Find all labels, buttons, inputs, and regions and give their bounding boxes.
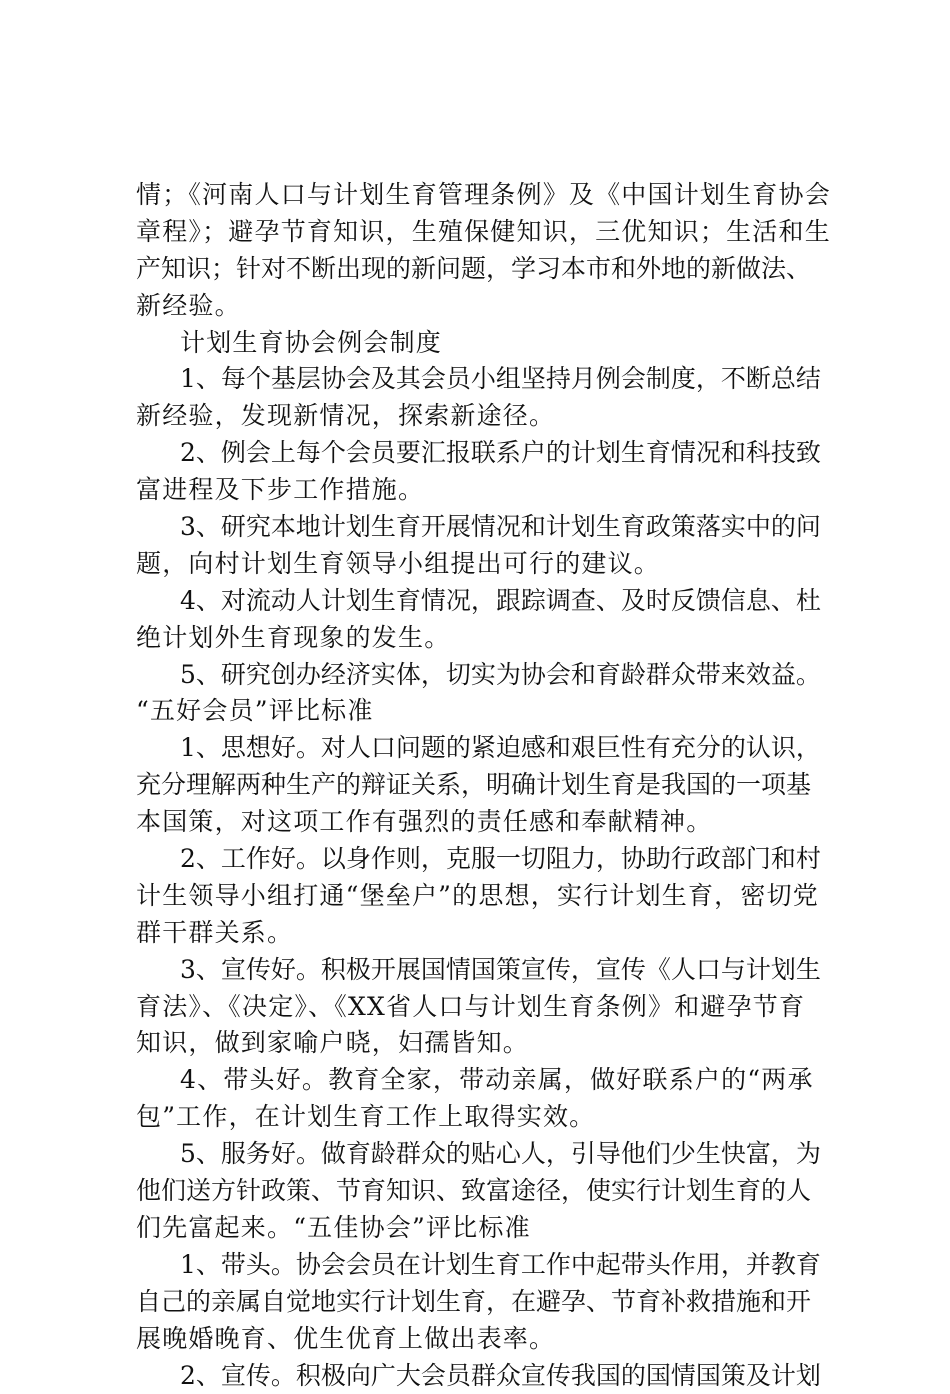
text-line: 章程》；避孕节育知识，生殖保健知识，三优知识；生活和生 (136, 214, 836, 251)
text-line: 展晚婚晚育、优生优育上做出表率。 (136, 1321, 836, 1358)
text-line: 2、工作好。以身作则，克服一切阻力，协助行政部门和村 (136, 841, 836, 878)
text-line: 2、宣传。积极向广大会员群众宣传我国的国情国策及计划 (136, 1358, 836, 1394)
text-line: 育法》、《决定》、《XX省人口与计划生育条例》和避孕节育 (136, 989, 836, 1026)
text-line: 5、服务好。做育龄群众的贴心人，引导他们少生快富，为 (136, 1136, 836, 1173)
text-line: 绝计划外生育现象的发生。 (136, 620, 836, 657)
text-line: 富进程及下步工作措施。 (136, 472, 836, 509)
text-line: 充分理解两种生产的辩证关系，明确计划生育是我国的一项基 (136, 767, 836, 804)
text-line: 题，向村计划生育领导小组提出可行的建议。 (136, 546, 836, 583)
text-line: 包”工作，在计划生育工作上取得实效。 (136, 1099, 836, 1136)
text-line: 知识，做到家喻户晓，妇孺皆知。 (136, 1025, 836, 1062)
text-line: 自己的亲属自觉地实行计划生育，在避孕、节育补救措施和开 (136, 1284, 836, 1321)
text-line: 1、思想好。对人口问题的紧迫感和艰巨性有充分的认识， (136, 730, 836, 767)
document-body (136, 177, 836, 1394)
text-line: 2、例会上每个会员要汇报联系户的计划生育情况和科技致 (136, 435, 836, 472)
text-line: 新经验。 (136, 288, 836, 325)
text-line: 3、研究本地计划生育开展情况和计划生育政策落实中的问 (136, 509, 836, 546)
text-line: 1、带头。协会会员在计划生育工作中起带头作用，并教育 (136, 1247, 836, 1284)
text-line: 群干群关系。 (136, 915, 836, 952)
text-line: 计划生育协会例会制度 (136, 325, 836, 362)
text-line: 5、研究创办经济实体，切实为协会和育龄群众带来效益。 (136, 657, 836, 694)
text-line: 3、宣传好。积极开展国情国策宣传，宣传《人口与计划生 (136, 952, 836, 989)
text-line: “五好会员”评比标准 (136, 693, 836, 730)
text-line: 新经验，发现新情况，探索新途径。 (136, 398, 836, 435)
text-line: 4、带头好。教育全家，带动亲属，做好联系户的“两承 (136, 1062, 836, 1099)
text-line: 1、每个基层协会及其会员小组坚持月例会制度，不断总结 (136, 361, 836, 398)
text-line: 计生领导小组打通“堡垒户”的思想，实行计划生育，密切党 (136, 878, 836, 915)
text-line: 他们送方针政策、节育知识、致富途径，使实行计划生育的人 (136, 1173, 836, 1210)
text-line: 本国策，对这项工作有强烈的责任感和奉献精神。 (136, 804, 836, 841)
text-line: 4、对流动人计划生育情况，跟踪调查、及时反馈信息、杜 (136, 583, 836, 620)
text-line: 产知识；针对不断出现的新问题，学习本市和外地的新做法、 (136, 251, 836, 288)
text-line: 们先富起来。“五佳协会”评比标准 (136, 1210, 836, 1247)
text-line: 情；《河南人口与计划生育管理条例》及《中国计划生育协会 (136, 177, 836, 214)
